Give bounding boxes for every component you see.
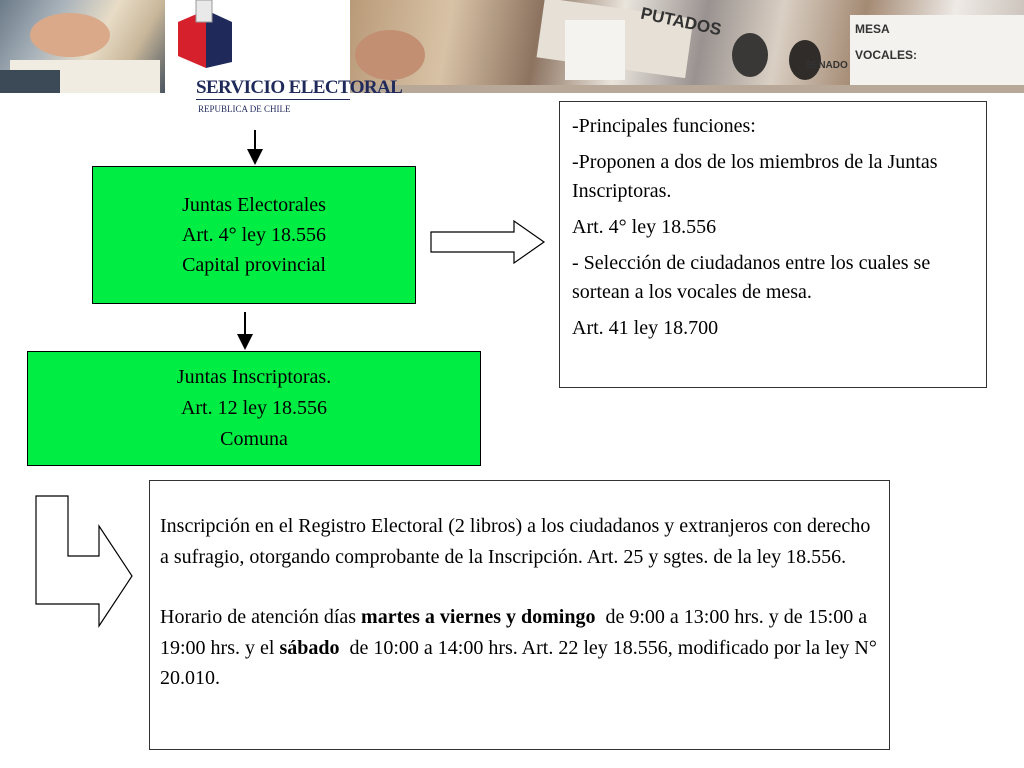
funciones-heading: -Principales funciones: bbox=[572, 115, 756, 137]
juntas-electorales-scope: Capital provincial bbox=[182, 254, 326, 276]
horario-end: de 10:00 a 14:00 hrs. Art. 22 ley 18.556, modificado por la ley N° 20.010. bbox=[160, 636, 882, 689]
logo-title: SERVICIO ELECTORAL bbox=[196, 77, 403, 98]
juntas-electorales-title: Juntas Electorales bbox=[182, 194, 326, 216]
juntas-inscriptoras-scope: Comuna bbox=[220, 428, 288, 450]
inscripcion-paragraph: Inscripción en el Registro Electoral (2 libros) a los ciudadanos y extranjeros con derecho a sufragio, otorgando comprobante de la Inscripción. Art. 25 y sgtes. de la ley 18.556. bbox=[160, 515, 871, 568]
funciones-item: -Proponen a dos de los miembros de la Juntas Inscriptoras. bbox=[572, 151, 938, 202]
horario-days: martes a viernes y domingo bbox=[361, 606, 596, 628]
funciones-item: - Selección de ciudadanos entre los cuales se sortean a los vocales de mesa. bbox=[572, 252, 931, 303]
photo-word: PUTADOS bbox=[639, 3, 724, 40]
photo-word: VOCALES: bbox=[855, 48, 918, 62]
funciones-article: Art. 4° ley 18.556 bbox=[572, 216, 717, 238]
juntas-electorales-box bbox=[92, 166, 416, 304]
juntas-inscriptoras-box bbox=[27, 351, 481, 466]
photo-word: SENADO bbox=[805, 60, 848, 71]
principales-funciones-box bbox=[559, 101, 987, 388]
juntas-electorales-article: Art. 4° ley 18.556 bbox=[181, 224, 327, 246]
logo-subtitle: REPUBLICA DE CHILE bbox=[198, 104, 291, 114]
photo-word: MESA bbox=[855, 22, 890, 36]
inscripcion-box bbox=[149, 480, 890, 750]
funciones-article: Art. 41 ley 18.700 bbox=[572, 317, 719, 339]
horario-saturday: sábado bbox=[279, 636, 340, 659]
right-block-arrow-icon bbox=[431, 221, 544, 263]
juntas-inscriptoras-title: Juntas Inscriptoras. bbox=[176, 366, 332, 388]
horario-mid: de 9:00 a 13:00 hrs. y de 15:00 a 19:00 hrs. y el bbox=[160, 606, 873, 659]
horario-paragraph bbox=[160, 602, 882, 694]
juntas-inscriptoras-article: Art. 12 ley 18.556 bbox=[180, 397, 328, 419]
horario-intro: Horario de atención días bbox=[160, 606, 362, 628]
bent-arrow-icon bbox=[36, 496, 132, 626]
